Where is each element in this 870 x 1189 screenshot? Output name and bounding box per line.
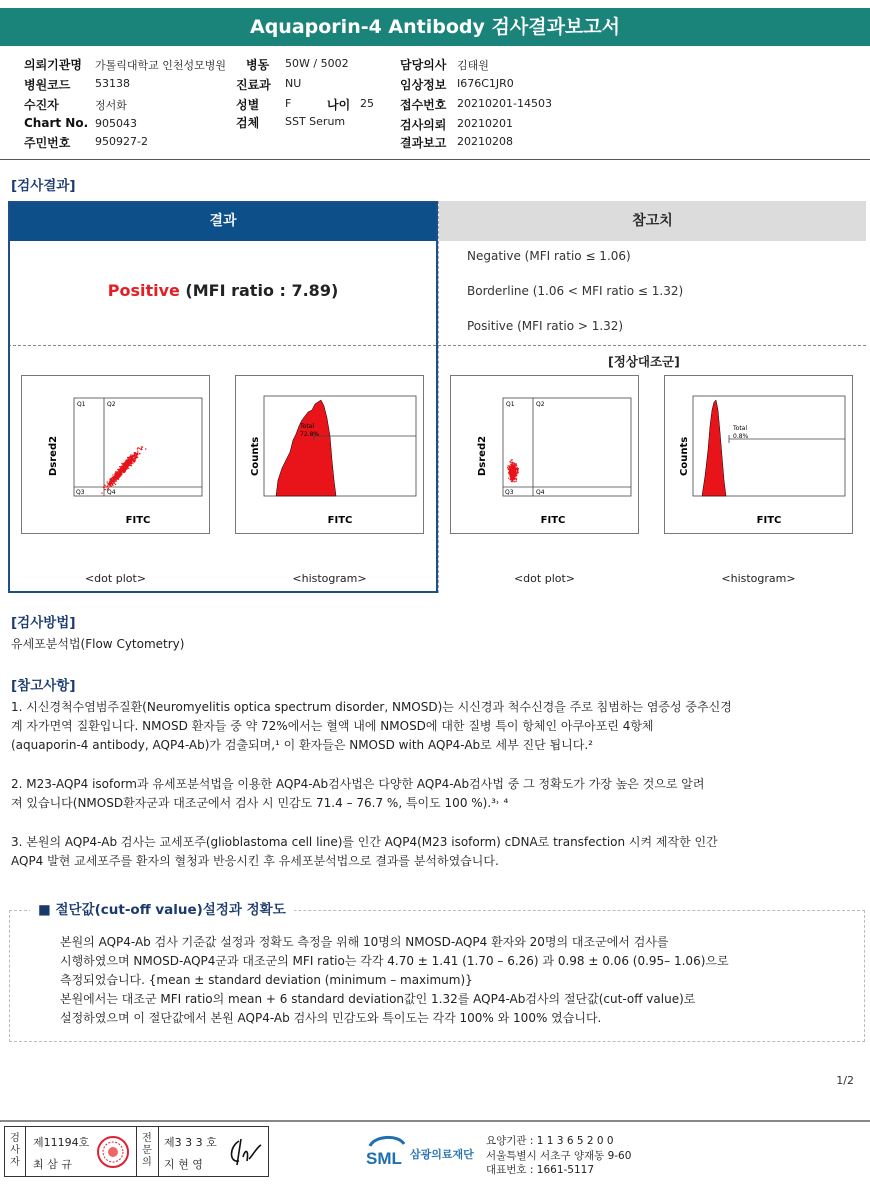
event-dot <box>512 481 513 482</box>
note-3 <box>11 833 865 871</box>
quadrant-q4: Q4 <box>536 489 545 496</box>
age-label: 나이 <box>327 98 351 112</box>
event-dot <box>109 481 110 482</box>
event-dot <box>127 458 128 459</box>
inspector-seal <box>95 1133 131 1171</box>
control-dot-plot-svg <box>451 376 640 535</box>
specialist-name: 지 현 영 <box>164 1158 203 1171</box>
event-dot <box>110 483 111 484</box>
event-dot <box>514 469 515 470</box>
event-dot <box>107 485 108 486</box>
sex-label: 성별 <box>236 98 260 112</box>
note-line: 져 있습니다(NMOSD환자군과 대조군에서 검사 시 민감도 71.4 – 76.7 %, 특이도 100 %).³˒ ⁴ <box>11 796 509 810</box>
normal-control-label: [정상대조군] <box>608 354 680 369</box>
event-dot <box>115 479 116 480</box>
event-dot <box>515 473 516 474</box>
org-name: 삼광의료재단 <box>410 1148 474 1161</box>
specialist-label: 전문의 <box>142 1133 152 1168</box>
plot-caption-dot-plot-control: <dot plot> <box>513 572 576 585</box>
gate-value: 72.8% <box>300 431 320 438</box>
request-date-value: 20210201 <box>457 117 513 130</box>
event-dot <box>508 478 509 479</box>
event-dot <box>112 485 113 486</box>
quadrant-q2: Q2 <box>107 401 116 408</box>
cutoff-line: 측정되었습니다. {mean ± standard deviation (minimum – maximum)} <box>60 973 473 987</box>
event-dot <box>511 481 512 482</box>
event-dot <box>127 467 128 468</box>
event-dot <box>132 462 133 463</box>
event-dot <box>121 469 122 470</box>
event-dot <box>124 470 125 471</box>
event-dot <box>113 481 114 482</box>
event-dot <box>120 470 121 471</box>
event-dot <box>110 478 111 479</box>
event-dot <box>109 486 110 487</box>
event-dot <box>110 485 111 486</box>
event-dot <box>512 463 513 464</box>
event-dot <box>508 473 509 474</box>
result-value <box>8 281 438 300</box>
event-dot <box>509 474 510 475</box>
control-dot-cloud <box>507 459 519 482</box>
institution-label: 의뢰기관명 <box>24 58 82 72</box>
reference-header: 참고치 <box>439 201 866 241</box>
event-dot <box>114 483 115 484</box>
cutoff-line: 설정하였으며 이 절단값에서 본원 AQP4-Ab 검사의 민감도와 특이도는 각각 100% 와 100% 였습니다. <box>60 1011 602 1025</box>
report-date-label: 결과보고 <box>400 136 447 150</box>
event-dot <box>509 461 510 462</box>
cutoff-body <box>60 933 850 1028</box>
event-dot <box>507 465 508 466</box>
x-axis-label: FITC <box>540 515 566 526</box>
event-dot <box>131 460 132 461</box>
event-dot <box>511 465 512 466</box>
event-dot <box>105 489 106 490</box>
result-section-title: [검사결과] <box>11 178 76 194</box>
event-dot <box>117 474 118 475</box>
event-dot <box>103 487 104 488</box>
footer-divider <box>0 1120 870 1122</box>
department-value: NU <box>285 77 302 90</box>
result-table-vdivider <box>438 201 439 593</box>
cutoff-line: 본원의 AQP4-Ab 검사 기준값 설정과 정확도 측정을 위해 10명의 NMOSD-AQP4 환자와 20명의 대조군에서 검사를 <box>60 935 669 949</box>
event-dot <box>123 465 124 466</box>
event-dot <box>516 479 517 480</box>
event-dot <box>516 465 517 466</box>
sex-value: F <box>285 97 292 110</box>
event-dot <box>513 466 514 467</box>
report-date-value: 20210208 <box>457 135 513 148</box>
org-address: 서울특별시 서초구 양재동 9-60 <box>486 1150 632 1162</box>
event-dot <box>507 467 508 468</box>
reference-positive: Positive (MFI ratio > 1.32) <box>467 319 624 333</box>
event-dot <box>106 486 107 487</box>
event-dot <box>124 462 125 463</box>
patient-dot-plot-svg <box>22 376 211 535</box>
event-dot <box>512 476 513 477</box>
event-dot <box>137 457 138 458</box>
result-mfi-ratio: (MFI ratio : 7.89) <box>179 281 339 300</box>
note-2 <box>11 775 865 813</box>
event-dot <box>137 451 138 452</box>
note-line: 계 자가면역 질환입니다. NMOSD 환자들 중 약 72%에서는 혈액 내에 NMOSD에 대한 질병 특이 항체인 아쿠아포린 4항체 <box>11 719 654 733</box>
y-axis-label: Counts <box>679 436 690 476</box>
event-dot <box>112 474 113 475</box>
inspector-name: 최 삼 규 <box>33 1158 72 1171</box>
event-dot <box>514 473 515 474</box>
method-text: 유세포분석법(Flow Cytometry) <box>11 637 185 651</box>
resident-no-value: 950927-2 <box>95 135 148 148</box>
event-dot <box>111 480 112 481</box>
note-line: 2. M23-AQP4 isoform과 유세포분석법을 이용한 AQP4-Ab검사법은 다양한 AQP4-Ab검사법 중 그 정확도가 가장 높은 것으로 알려 <box>11 777 705 791</box>
event-dot <box>517 469 518 470</box>
info-divider <box>0 159 870 160</box>
event-dot <box>128 462 129 463</box>
event-dot <box>119 476 120 477</box>
patient-histogram-area <box>276 400 336 496</box>
event-dot <box>120 472 121 473</box>
quadrant-q3: Q3 <box>505 489 514 496</box>
event-dot <box>139 453 140 454</box>
gate-label: Total <box>300 423 315 430</box>
y-axis-label: Counts <box>250 436 261 476</box>
event-dot <box>514 478 515 479</box>
quadrant-q1: Q1 <box>77 401 86 408</box>
event-dot <box>119 466 120 467</box>
event-dot <box>516 475 517 476</box>
event-dot <box>135 457 136 458</box>
event-dot <box>131 462 132 463</box>
hospital-code-label: 병원코드 <box>24 78 71 92</box>
ward-label: 병동 <box>246 58 270 72</box>
hospital-code-value: 53138 <box>95 77 130 90</box>
event-dot <box>121 471 122 472</box>
control-histogram <box>664 375 853 534</box>
event-dot <box>119 474 120 475</box>
y-axis-label: Dsred2 <box>48 435 59 476</box>
inspector-license: 제11194호 <box>33 1136 90 1149</box>
doctor-value: 김태원 <box>457 59 489 72</box>
event-dot <box>137 448 138 449</box>
chart-no-value: 905043 <box>95 117 137 130</box>
event-dot <box>126 465 127 466</box>
quadrant-q4: Q4 <box>107 489 116 496</box>
note-line: 3. 본원의 AQP4-Ab 검사는 교세포주(glioblastoma cell line)를 인간 AQP4(M23 isoform) cDNA로 transfection 시켜 제작한 인간 <box>11 835 718 849</box>
event-dot <box>515 475 516 476</box>
event-dot <box>133 455 134 456</box>
event-dot <box>117 476 118 477</box>
specimen-value: SST Serum <box>285 115 346 128</box>
x-axis-label: FITC <box>125 515 151 526</box>
event-dot <box>517 472 518 473</box>
event-dot <box>512 462 513 463</box>
event-dot <box>112 483 113 484</box>
event-dot <box>134 455 135 456</box>
note-line: (aquaporin-4 antibody, AQP4-Ab)가 검출되며,¹ 이 환자들은 NMOSD with AQP4-Ab로 세부 진단 됩니다.² <box>11 738 593 752</box>
event-dot <box>125 464 126 465</box>
event-dot <box>513 474 514 475</box>
quadrant-q3: Q3 <box>76 489 85 496</box>
report-title: Aquaporin-4 Antibody 검사결과보고서 <box>0 8 870 46</box>
event-dot <box>117 471 118 472</box>
plot-caption-histogram: <histogram> <box>292 572 367 585</box>
event-dot <box>139 448 140 449</box>
specimen-label: 검체 <box>236 116 260 130</box>
event-dot <box>136 455 137 456</box>
event-dot <box>128 468 129 469</box>
plot-caption-dot-plot: <dot plot> <box>84 572 147 585</box>
quadrant-q1: Q1 <box>506 401 515 408</box>
event-dot <box>115 471 116 472</box>
org-phone: 대표번호 : 1661-5117 <box>486 1164 595 1176</box>
event-dot <box>104 486 105 487</box>
resident-no-label: 주민번호 <box>24 136 71 150</box>
event-dot <box>510 468 511 469</box>
event-dot <box>121 466 122 467</box>
institution-value: 가톨릭대학교 인천성모병원 <box>95 59 227 72</box>
event-dot <box>508 468 509 469</box>
inspector-label: 검사자 <box>10 1133 20 1168</box>
cutoff-line: 본원에서는 대조군 MFI ratio의 mean + 6 standard deviation값인 1.32를 AQP4-Ab검사의 절단값(cut-off value)로 <box>60 992 696 1006</box>
event-dot <box>129 456 130 457</box>
reference-negative: Negative (MFI ratio ≤ 1.06) <box>467 249 631 263</box>
event-dot <box>124 472 125 473</box>
x-axis-label: FITC <box>756 515 782 526</box>
cutoff-line: 시행하였으며 NMOSD-AQP4군과 대조군의 MFI ratio는 각각 4.70 ± 1.41 (1.70 – 6.26) 과 0.98 ± 0.06 (0.95– 1.06)으로 <box>60 954 729 968</box>
event-dot <box>516 481 517 482</box>
result-positive-word: Positive <box>107 281 180 300</box>
event-dot <box>142 447 143 448</box>
request-date-label: 검사의뢰 <box>400 118 447 132</box>
event-dot <box>126 469 127 470</box>
event-dot <box>126 461 127 462</box>
signature-box <box>4 1126 269 1177</box>
sml-logo-icon <box>364 1132 408 1170</box>
event-dot <box>511 474 512 475</box>
event-dot <box>508 472 509 473</box>
event-dot <box>130 454 131 455</box>
patient-histogram <box>235 375 424 534</box>
control-histogram-svg <box>665 376 854 535</box>
event-dot <box>104 485 105 486</box>
note-line: 1. 시신경척수염범주질환(Neuromyelitis optica spectrum disorder, NMOSD)는 시신경과 척수신경을 주로 침범하는 염증성 중추신경 <box>11 700 732 714</box>
event-dot <box>511 459 512 460</box>
event-dot <box>137 453 138 454</box>
specialist-license: 제3 3 3 호 <box>164 1136 217 1149</box>
department-label: 진료과 <box>236 78 271 92</box>
event-dot <box>514 463 515 464</box>
x-axis-label: FITC <box>327 515 353 526</box>
clinical-info-value: I676C1JR0 <box>457 77 514 90</box>
quadrant-q2: Q2 <box>536 401 545 408</box>
event-dot <box>140 449 141 450</box>
event-dot <box>514 481 515 482</box>
event-dot <box>115 474 116 475</box>
cutoff-title: ■ 절단값(cut-off value)설정과 정확도 <box>30 898 294 918</box>
event-dot <box>516 469 517 470</box>
receipt-no-label: 접수번호 <box>400 98 447 112</box>
page-number: 1/2 <box>836 1074 854 1087</box>
notes-section-title: [참고사항] <box>11 678 76 694</box>
chart-no-label: Chart No. <box>24 116 89 130</box>
event-dot <box>132 456 133 457</box>
event-dot <box>510 479 511 480</box>
care-code: 요양기관 : 1 1 3 6 5 2 0 0 <box>486 1135 614 1147</box>
doctor-label: 담당의사 <box>400 58 447 72</box>
result-table <box>8 201 866 593</box>
event-dot <box>123 467 124 468</box>
event-dot <box>101 492 102 493</box>
event-dot <box>130 461 131 462</box>
age-value: 25 <box>360 97 374 110</box>
gate-label: Total <box>733 425 748 432</box>
y-axis-label: Dsred2 <box>477 435 488 476</box>
result-header: 결과 <box>8 201 438 241</box>
event-dot <box>109 483 110 484</box>
patient-info <box>0 52 870 160</box>
event-dot <box>106 481 107 482</box>
clinical-info-label: 임상정보 <box>400 78 447 92</box>
specialist-signature <box>225 1135 265 1169</box>
event-dot <box>513 470 514 471</box>
patient-value: 정서화 <box>95 99 127 112</box>
event-dot <box>145 448 146 449</box>
event-dot <box>129 464 130 465</box>
event-dot <box>114 477 115 478</box>
note-1 <box>11 698 865 755</box>
plot-caption-histogram-control: <histogram> <box>721 572 796 585</box>
reference-borderline: Borderline (1.06 < MFI ratio ≤ 1.32) <box>467 284 684 298</box>
event-dot <box>135 453 136 454</box>
event-dot <box>133 460 134 461</box>
note-line: AQP4 발현 교세포주를 환자의 혈청과 반응시킨 후 유세포분석법으로 결과를 분석하였습니다. <box>11 854 499 868</box>
sml-logo-text: SML <box>366 1149 402 1168</box>
gate-value: 0.8% <box>733 433 749 440</box>
event-dot <box>141 446 142 447</box>
ward-value: 50W / 5002 <box>285 57 349 70</box>
event-dot <box>117 469 118 470</box>
patient-dot-plot <box>21 375 210 534</box>
control-histogram-area <box>702 400 726 496</box>
event-dot <box>115 484 116 485</box>
patient-histogram-svg <box>236 376 425 535</box>
control-dot-plot <box>450 375 639 534</box>
patient-label: 수진자 <box>24 98 59 112</box>
event-dot <box>510 476 511 477</box>
event-dot <box>123 470 124 471</box>
method-section-title: [검사방법] <box>11 615 76 631</box>
event-dot <box>117 478 118 479</box>
receipt-no-value: 20210201-14503 <box>457 97 552 110</box>
